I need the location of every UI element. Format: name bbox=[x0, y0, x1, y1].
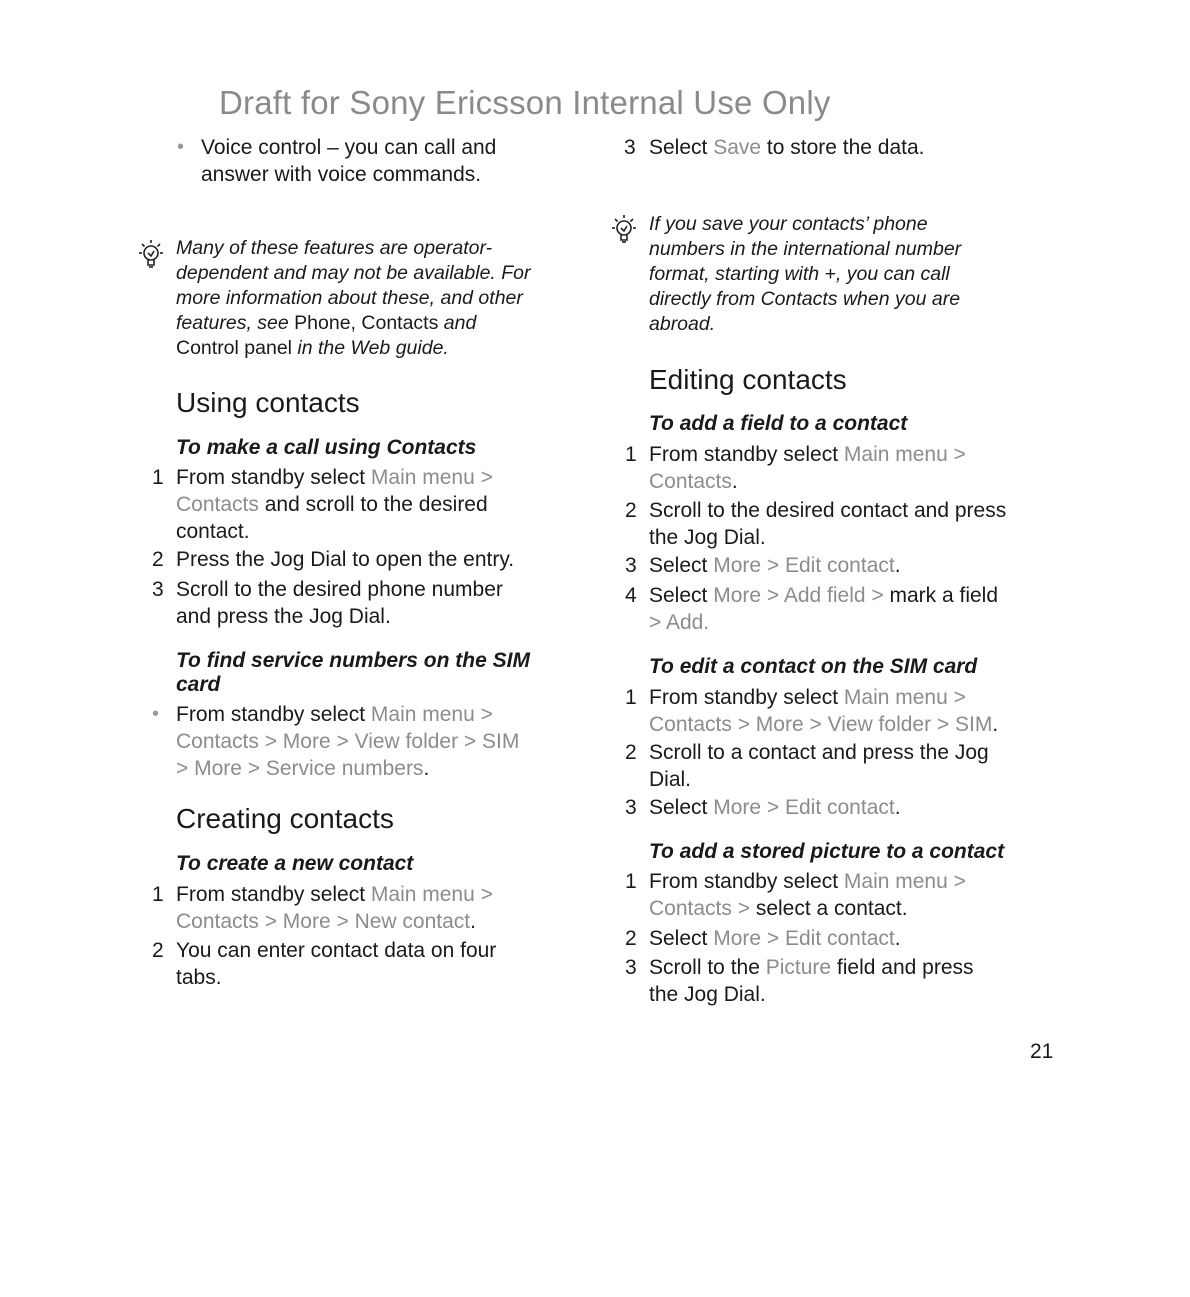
draft-banner: Draft for Sony Ericsson Internal Use Only bbox=[219, 84, 831, 121]
step-text: You can enter contact data on four tabs. bbox=[176, 939, 497, 989]
step-text: From standby select Main menu > Contacts > More > View folder > SIM. bbox=[649, 686, 999, 736]
tip-line: Many of these features are operator- bbox=[176, 237, 493, 259]
step-number: 1 bbox=[625, 870, 637, 893]
step-number: 1 bbox=[152, 466, 164, 489]
step-number: 3 bbox=[625, 956, 637, 979]
section-heading-creating-contacts: Creating contacts bbox=[176, 803, 394, 834]
step-number: 2 bbox=[625, 741, 637, 764]
step-number: 3 bbox=[624, 136, 636, 159]
procedure-title: To edit a contact on the SIM card bbox=[649, 655, 978, 678]
step-text: Select More > Edit contact. bbox=[649, 796, 901, 819]
step-text: Scroll to a contact and press the Jog Dial. bbox=[649, 741, 989, 791]
step-text: Select Save to store the data. bbox=[649, 136, 925, 159]
step-text: From standby select Main menu > Contacts and scroll to the desired contact. bbox=[176, 466, 493, 543]
tip-line: features, see Phone, Contacts and bbox=[176, 312, 477, 334]
tip-note bbox=[649, 212, 961, 337]
tip-line: numbers in the international number bbox=[649, 238, 962, 260]
tip-line: abroad. bbox=[649, 313, 716, 335]
step-number: 2 bbox=[152, 939, 164, 962]
step-text: Select More > Edit contact. bbox=[649, 554, 901, 577]
step-number: 1 bbox=[625, 443, 637, 466]
step-text: Scroll to the Picture field and press the Jog Dial. bbox=[649, 956, 974, 1006]
procedure-title: To create a new contact bbox=[176, 852, 414, 875]
tip-line: dependent and may not be available. For bbox=[176, 262, 531, 284]
step-number: 2 bbox=[625, 499, 637, 522]
procedure-title: To make a call using Contacts bbox=[176, 436, 477, 459]
step-text: From standby select Main menu > Contacts > More > View folder > SIM > More > Service numbers. bbox=[176, 703, 520, 780]
tip-line: format, starting with +, you can call bbox=[649, 263, 950, 285]
step-number: 2 bbox=[625, 927, 637, 950]
step-text: From standby select Main menu > Contacts. bbox=[649, 443, 966, 493]
step-number: 2 bbox=[152, 548, 164, 571]
tip-line: If you save your contacts’ phone bbox=[649, 213, 928, 235]
step-text: Select More > Add field > mark a field > Add. bbox=[649, 584, 999, 634]
voice-bullet-line: Voice control – you can call and bbox=[201, 136, 497, 159]
tip-note bbox=[176, 236, 531, 361]
tip-line: directly from Contacts when you are bbox=[649, 288, 961, 310]
section-heading-using-contacts: Using contacts bbox=[176, 387, 360, 418]
tip-line: Control panel in the Web guide. bbox=[176, 337, 449, 359]
bullet-dot: • bbox=[152, 703, 160, 725]
procedure-title: To add a stored picture to a contact bbox=[649, 840, 1005, 863]
step-number: 4 bbox=[625, 584, 637, 607]
lightbulb-tip-icon bbox=[136, 238, 166, 272]
step-number: 1 bbox=[625, 686, 637, 709]
section-heading-editing-contacts: Editing contacts bbox=[649, 364, 847, 395]
voice-bullet-line: answer with voice commands. bbox=[201, 163, 482, 186]
bullet-dot: • bbox=[177, 136, 185, 158]
step-number: 1 bbox=[152, 883, 164, 906]
step-text: Press the Jog Dial to open the entry. bbox=[176, 548, 515, 571]
tip-line: more information about these, and other bbox=[176, 287, 523, 309]
step-text: From standby select Main menu > Contacts > select a contact. bbox=[649, 870, 966, 920]
step-number: 3 bbox=[152, 578, 164, 601]
step-text: Scroll to the desired contact and press the Jog Dial. bbox=[649, 499, 1007, 549]
voice-control-bullet bbox=[201, 134, 496, 188]
page-number: 21 bbox=[1030, 1040, 1054, 1063]
step-text: Select More > Edit contact. bbox=[649, 927, 901, 950]
step-number: 3 bbox=[625, 554, 637, 577]
lightbulb-tip-icon bbox=[609, 213, 639, 247]
procedure-title: To find service numbers on the SIM card bbox=[176, 649, 530, 696]
step-number: 3 bbox=[625, 796, 637, 819]
step-text: From standby select Main menu > Contacts > More > New contact. bbox=[176, 883, 493, 933]
step-text: Scroll to the desired phone number and press the Jog Dial. bbox=[176, 578, 503, 628]
procedure-title: To add a field to a contact bbox=[649, 412, 908, 435]
